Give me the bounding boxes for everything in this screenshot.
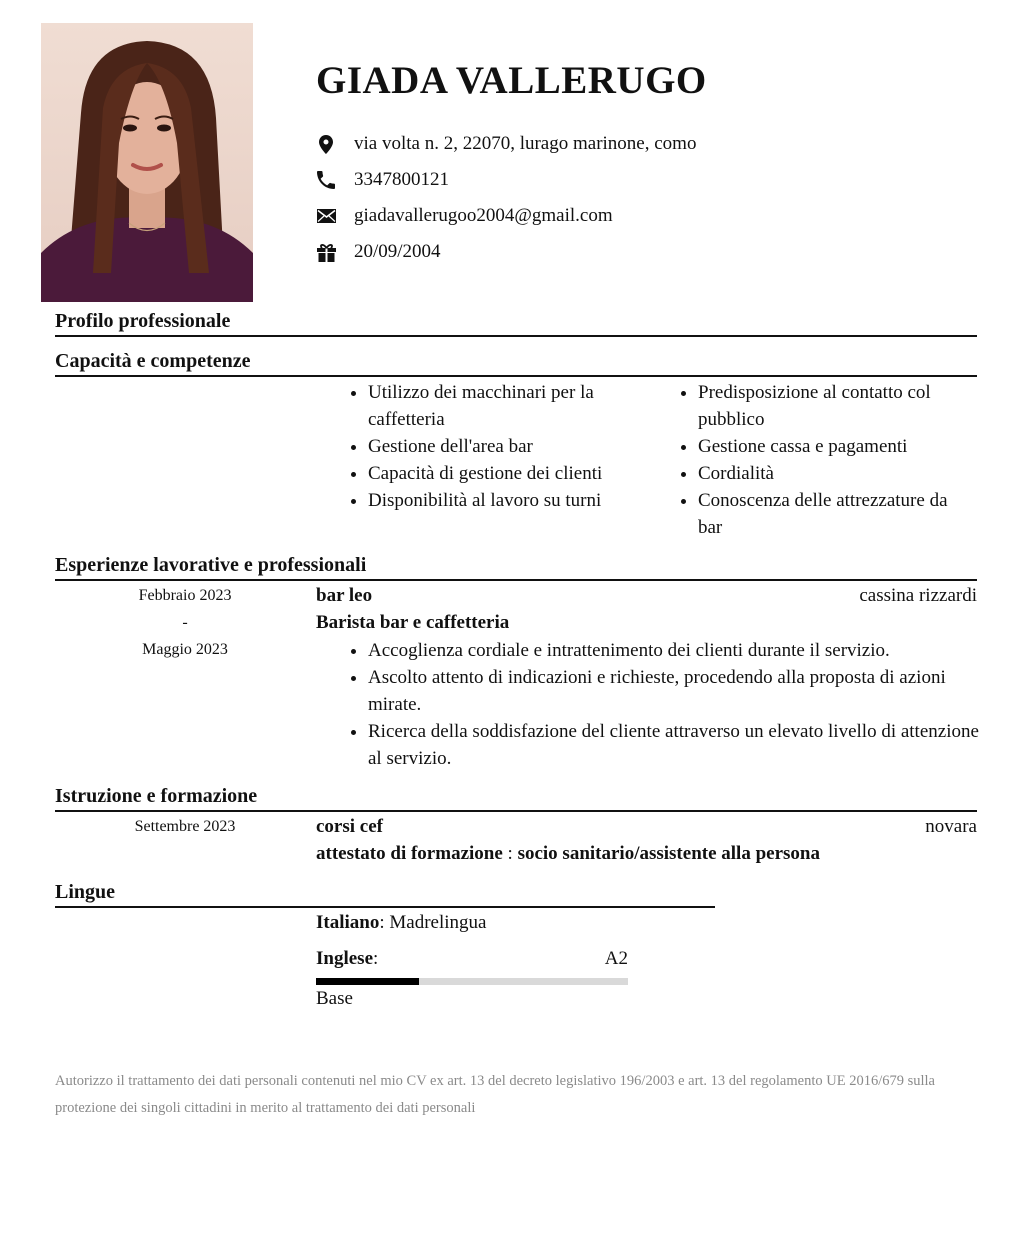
envelope-icon	[316, 206, 336, 226]
experience-item: • Ricerca della soddisfazione del cliente attraverso un elevato livello di attenzione al servizio.	[368, 718, 981, 772]
education-title-separator: :	[507, 843, 513, 864]
language-level-code: A2	[604, 948, 628, 969]
section-divider	[55, 810, 977, 812]
school-location: novara	[925, 816, 977, 837]
section-divider	[55, 906, 715, 908]
skill-item: • Utilizzo dei macchinari per la caffetteria	[368, 379, 626, 433]
section-divider	[55, 579, 977, 581]
address-text: via volta n. 2, 22070, lurago marinone, como	[354, 133, 697, 154]
skill-item: • Cordialità	[698, 460, 976, 487]
language-foreign-name: Inglese	[316, 948, 373, 969]
employer-name: bar leo	[316, 585, 373, 606]
section-title-education: Istruzione e formazione	[55, 785, 258, 807]
birthdate-text: 20/09/2004	[354, 241, 441, 262]
section-divider	[55, 375, 977, 377]
education-title	[316, 843, 820, 865]
language-level-bar-fill	[316, 978, 419, 985]
experience-bullets	[316, 637, 981, 772]
contact-birthdate	[316, 240, 441, 264]
employer-location: cassina rizzardi	[859, 585, 977, 606]
school-name: corsi cef	[316, 816, 383, 837]
section-title-profile: Profilo professionale	[55, 310, 231, 332]
section-title-skills: Capacità e competenze	[55, 350, 251, 372]
language-native-name: Italiano	[316, 912, 380, 933]
privacy-consent-text: Autorizzo il trattamento dei dati personali contenuti nel mio CV ex art. 13 del decreto legislativo 196/2003 e art. 13 del regolamento UE 2016/679 sulla protezione dei singoli cittadini in merito al trattamento dei dati personali	[55, 1073, 935, 1116]
section-title-experience: Esperienze lavorative e professionali	[55, 554, 367, 576]
skill-item: • Conoscenza delle attrezzature da bar	[698, 487, 976, 541]
job-role: Barista bar e caffetteria	[316, 612, 510, 633]
contact-phone	[316, 168, 449, 192]
candidate-name: GIADA VALLERUGO	[316, 59, 707, 102]
language-native-separator: :	[379, 912, 385, 933]
language-native	[316, 912, 486, 934]
language-level-description: Base	[316, 988, 353, 1009]
education-title-value: socio sanitario/assistente alla persona	[517, 843, 820, 864]
skill-item: • Gestione dell'area bar	[368, 433, 626, 460]
date-end: Maggio 2023	[142, 641, 228, 658]
education-title-label: attestato di formazione	[316, 843, 503, 864]
language-foreign-separator: :	[373, 948, 379, 969]
profile-photo	[41, 23, 253, 302]
date-start: Febbraio 2023	[138, 587, 232, 604]
email-text: giadavallerugoo2004@gmail.com	[354, 205, 613, 226]
skill-item: • Disponibilità al lavoro su turni	[368, 487, 626, 514]
skill-item: • Gestione cassa e pagamenti	[698, 433, 976, 460]
experience-item: • Accoglienza cordiale e intrattenimento dei clienti durante il servizio.	[368, 637, 981, 664]
contact-address	[316, 132, 696, 156]
gift-icon	[316, 242, 336, 262]
language-level-bar	[316, 978, 628, 985]
language-native-level: Madrelingua	[389, 912, 487, 933]
phone-text: 3347800121	[354, 169, 449, 190]
section-divider	[55, 335, 977, 337]
skills-left-column	[316, 379, 626, 514]
location-pin-icon	[316, 134, 336, 154]
skills-right-column	[646, 379, 976, 541]
skill-item: • Capacità di gestione dei clienti	[368, 460, 626, 487]
section-title-languages: Lingue	[55, 881, 116, 903]
skill-item: • Predisposizione al contatto col pubblico	[698, 379, 976, 433]
phone-icon	[316, 170, 336, 190]
experience-dates	[55, 582, 315, 663]
experience-item: • Ascolto attento di indicazioni e richieste, procedendo alla proposta di azioni mirate.	[368, 664, 981, 718]
education-date: Settembre 2023	[134, 818, 236, 835]
date-separator: -	[182, 614, 188, 631]
contact-email	[316, 204, 613, 228]
